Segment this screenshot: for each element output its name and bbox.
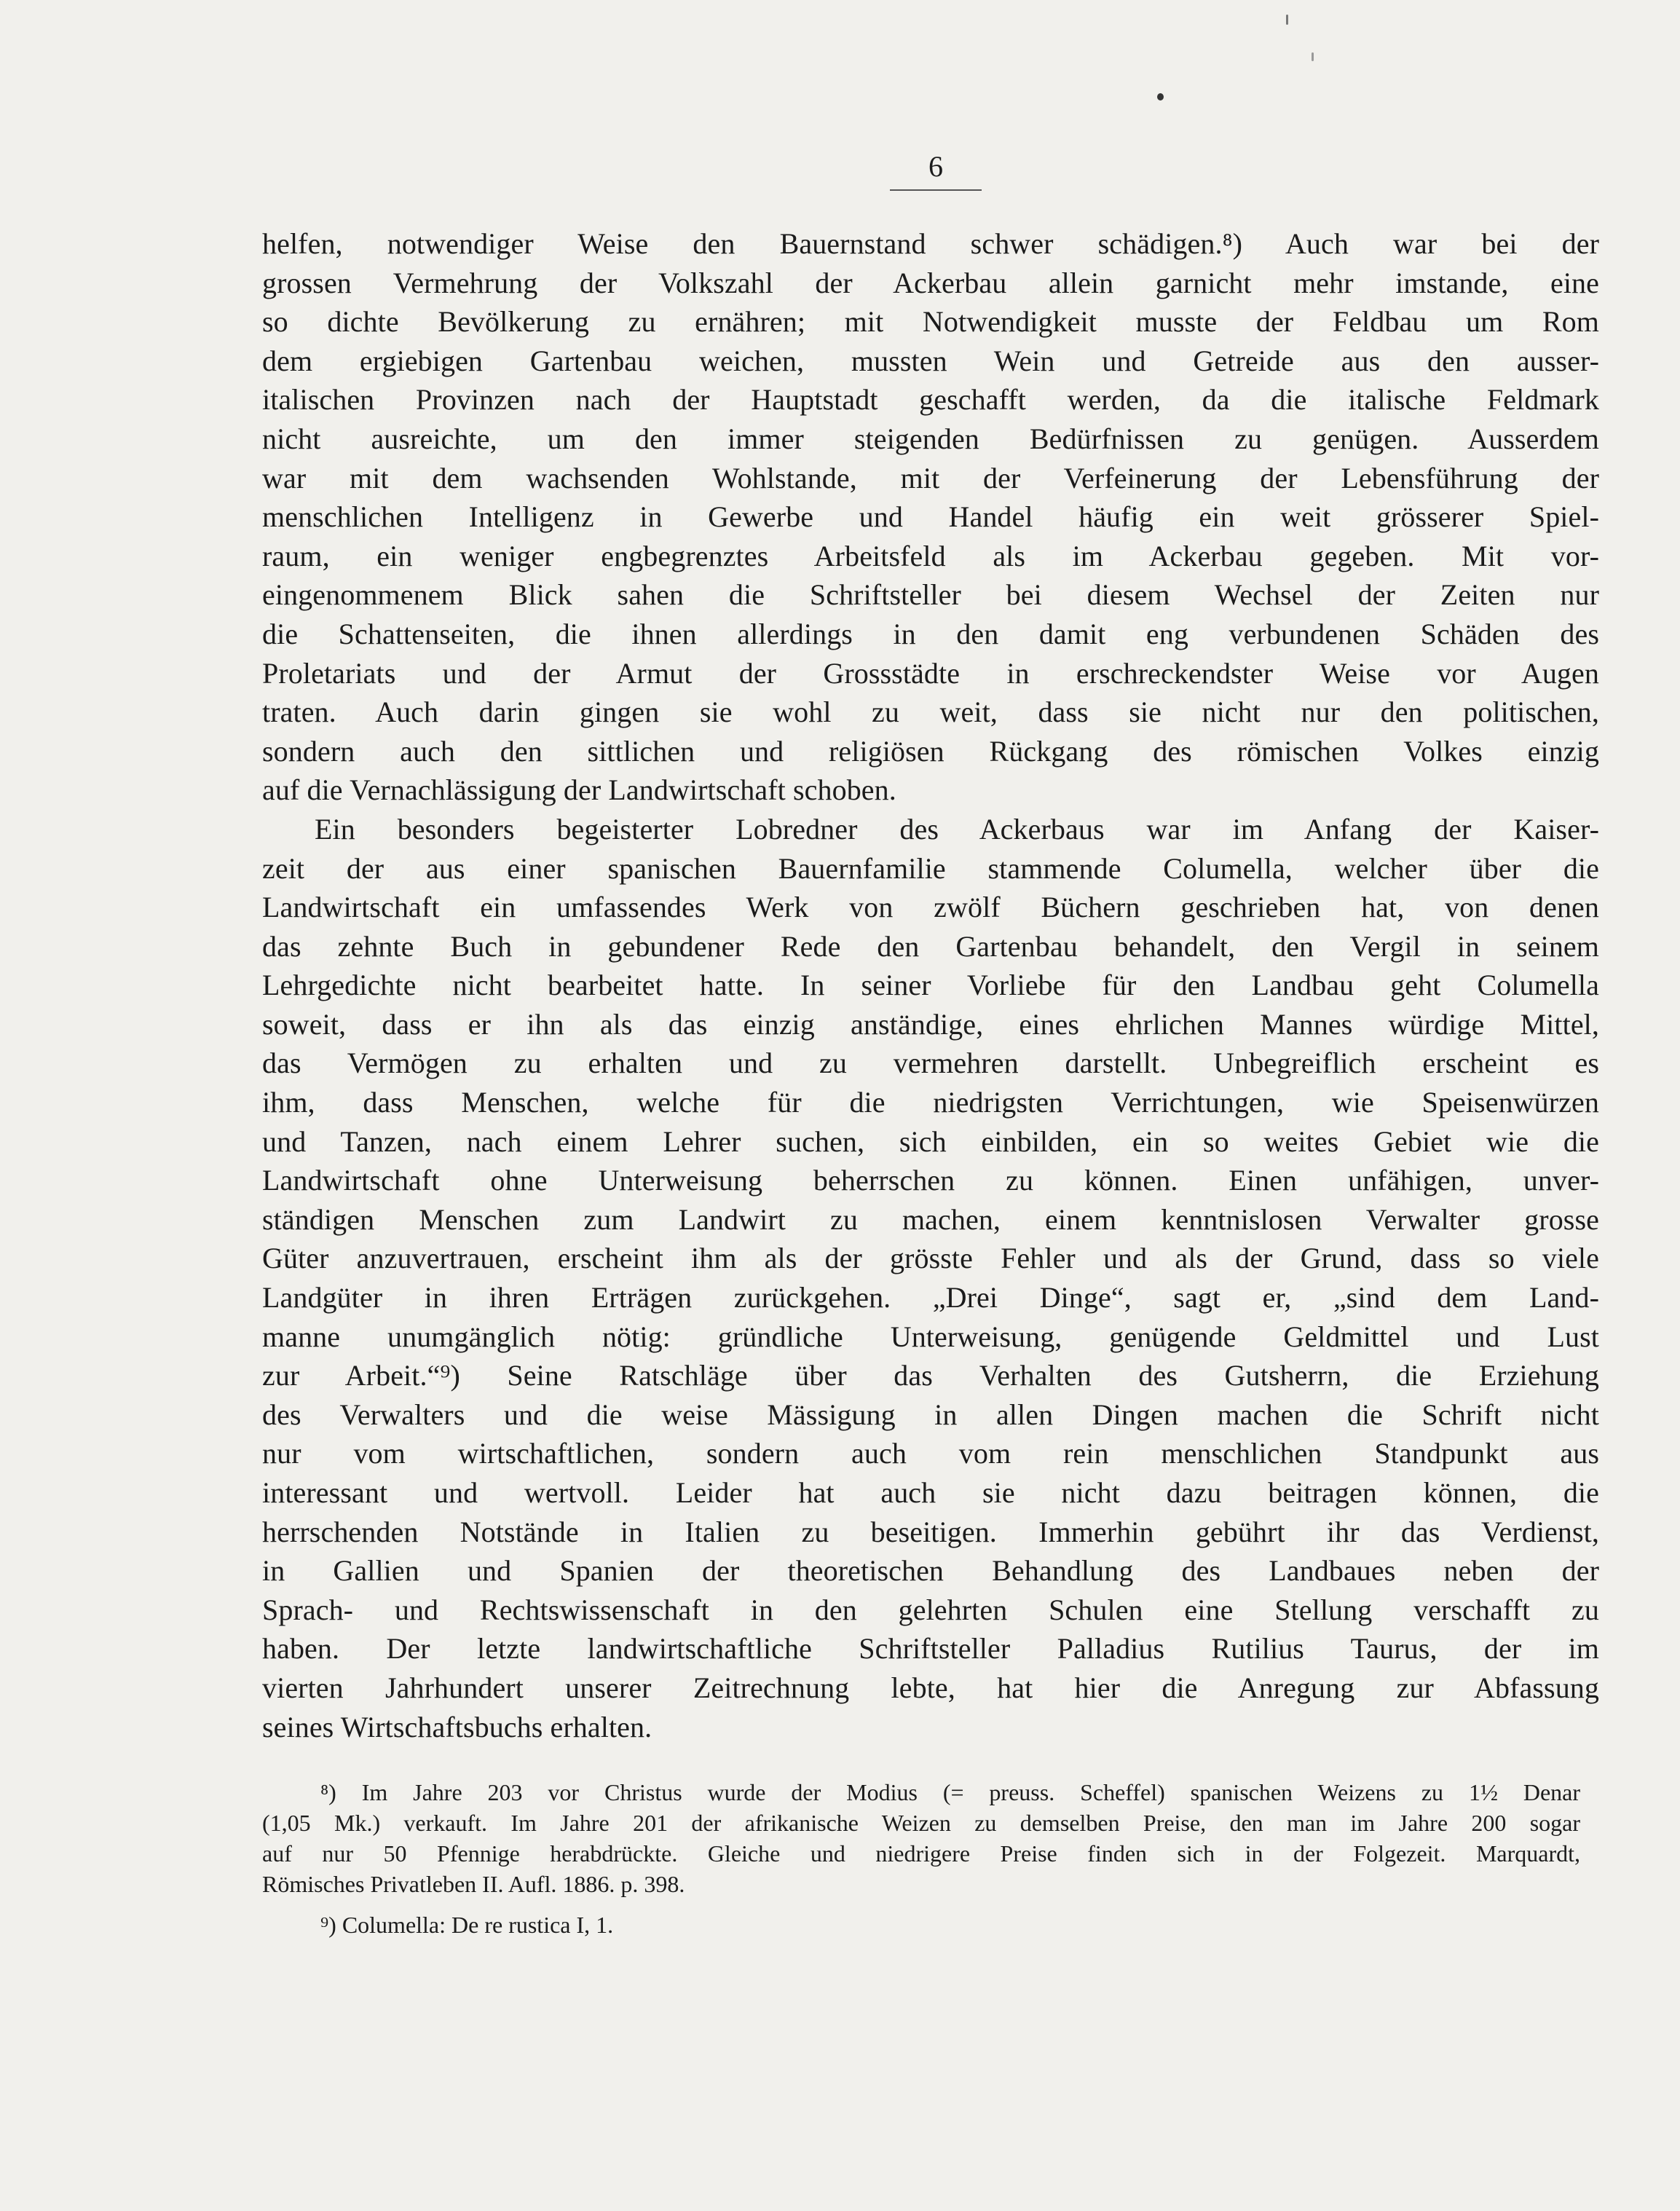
text-line: seines Wirtschaftsbuchs erhalten. (262, 1710, 652, 1743)
text-line: haben. Der letzte landwirtschaftliche Schriftsteller Palladius Rutilius Taurus, der im (262, 1632, 1599, 1666)
text-line: ständigen Menschen zum Landwirt zu machen, einem kenntnislosen Verwalter grosse (262, 1202, 1599, 1236)
text-line: menschlichen Intelligenz in Gewerbe und Handel häufig ein weit grösserer Spiel- (262, 500, 1599, 534)
page-number-rule (890, 189, 982, 191)
text-line: zeit der aus einer spanischen Bauernfamilie stammende Columella, welcher über die (262, 851, 1599, 885)
text-line: in Gallien und Spanien der theoretischen Behandlung des Landbaues neben der (262, 1554, 1599, 1588)
text-line: und Tanzen, nach einem Lehrer suchen, sich einbilden, ein so weites Gebiet wie die (262, 1124, 1599, 1158)
text-line: Ein besonders begeisterter Lobredner des Ackerbaus war im Anfang der Kaiser- (315, 812, 1599, 846)
text-line: Landwirtschaft ein umfassendes Werk von zwölf Büchern geschrieben hat, von denen (262, 891, 1599, 924)
text-line: des Verwalters und die weise Mässigung in allen Dingen machen die Schrift nicht (262, 1398, 1599, 1431)
footnote-8 (262, 1777, 1580, 1899)
text-line: war mit dem wachsenden Wohlstande, mit der Verfeinerung der Lebensführung der (262, 461, 1599, 494)
text-line: Landgüter in ihren Erträgen zurückgehen. „Drei Dinge“, sagt er, „sind dem Land- (262, 1281, 1599, 1315)
text-line: Lehrgedichte nicht bearbeitet hatte. In seiner Vorliebe für den Landbau geht Columella (262, 969, 1599, 1002)
footnote-line: auf nur 50 Pfennige herabdrückte. Gleiche und niedrigere Preise finden sich in der Folgezeit. Marquardt, (262, 1840, 1580, 1867)
text-line: auf die Vernachlässigung der Landwirtschaft schoben. (262, 773, 896, 807)
text-line: vierten Jahrhundert unserer Zeitrechnung lebte, hat hier die Anregung zur Abfassung (262, 1671, 1599, 1704)
text-line: das Vermögen zu erhalten und zu vermehren darstellt. Unbegreiflich erscheint es (262, 1047, 1599, 1080)
text-line: so dichte Bevölkerung zu ernähren; mit Notwendigkeit musste der Feldbau um Rom (262, 305, 1599, 339)
text-line: herrschenden Notstände in Italien zu beseitigen. Immerhin gebührt ihr das Verdienst, (262, 1515, 1599, 1548)
page-number: 6 (928, 150, 943, 183)
footnotes (262, 1777, 1580, 1940)
text-line: helfen, notwendiger Weise den Bauernstand schwer schädigen.⁸) Auch war bei der (262, 227, 1599, 260)
footnote-line: ⁹) Columella: De re rustica I, 1. (320, 1912, 614, 1938)
ink-speck (1157, 93, 1164, 100)
text-line: das zehnte Buch in gebundener Rede den Gartenbau behandelt, den Vergil in seinem (262, 929, 1599, 963)
footnote-9 (262, 1910, 1580, 1940)
footnote-line: Römisches Privatleben II. Aufl. 1886. p. 398. (262, 1871, 685, 1897)
text-line: traten. Auch darin gingen sie wohl zu weit, dass sie nicht nur den politischen, (262, 695, 1599, 729)
text-line: nur vom wirtschaftlichen, sondern auch vom rein menschlichen Standpunkt aus (262, 1437, 1599, 1470)
text-line: die Schattenseiten, die ihnen allerdings in den damit eng verbundenen Schäden des (262, 617, 1599, 650)
text-line: soweit, dass er ihn als das einzig anständige, eines ehrlichen Mannes würdige Mittel, (262, 1007, 1599, 1041)
text-line: eingenommenem Blick sahen die Schriftsteller bei diesem Wechsel der Zeiten nur (262, 578, 1599, 612)
footnote-line: (1,05 Mk.) verkauft. Im Jahre 201 der afrikanische Weizen zu demselben Preise, den man im Jahre 200 sogar (262, 1810, 1580, 1836)
footnote-gap (262, 1899, 1580, 1910)
text-line: nicht ausreichte, um den immer steigenden Bedürfnissen zu genügen. Ausserdem (262, 422, 1599, 455)
ink-speck (1312, 52, 1314, 61)
ink-speck (1286, 15, 1288, 25)
text-line: Güter anzuvertrauen, erscheint ihm als der grösste Fehler und als der Grund, dass so viele (262, 1242, 1599, 1275)
main-text (262, 224, 1599, 1746)
text-line: ihm, dass Menschen, welche für die niedrigsten Verrichtungen, wie Speisenwürzen (262, 1086, 1599, 1119)
text-line: italischen Provinzen nach der Hauptstadt geschafft werden, da die italische Feldmark (262, 383, 1599, 417)
text-line: Proletariats und der Armut der Grossstädte in erschreckendster Weise vor Augen (262, 656, 1599, 690)
text-line: Sprach- und Rechtswissenschaft in den gelehrten Schulen eine Stellung verschafft zu (262, 1593, 1599, 1626)
text-line: interessant und wertvoll. Leider hat auch sie nicht dazu beitragen können, die (262, 1476, 1599, 1509)
text-line: manne unumgänglich nötig: gründliche Unterweisung, genügende Geldmittel und Lust (262, 1320, 1599, 1353)
text-line: zur Arbeit.“⁹) Seine Ratschläge über das Verhalten des Gutsherrn, die Erziehung (262, 1359, 1599, 1392)
text-line: Landwirtschaft ohne Unterweisung beherrschen zu können. Einen unfähigen, unver- (262, 1164, 1599, 1197)
text-line: sondern auch den sittlichen und religiösen Rückgang des römischen Volkes einzig (262, 734, 1599, 768)
footnote-line: ⁸) Im Jahre 203 vor Christus wurde der Modius (= preuss. Scheffel) spanischen Weizens zu 1½ Denar (320, 1779, 1580, 1805)
text-line: grossen Vermehrung der Volkszahl der Ackerbau allein garnicht mehr imstande, eine (262, 266, 1599, 299)
text-line: raum, ein weniger engbegrenztes Arbeitsfeld als im Ackerbau gegeben. Mit vor- (262, 539, 1599, 572)
text-line: dem ergiebigen Gartenbau weichen, mussten Wein und Getreide aus den ausser- (262, 344, 1599, 377)
